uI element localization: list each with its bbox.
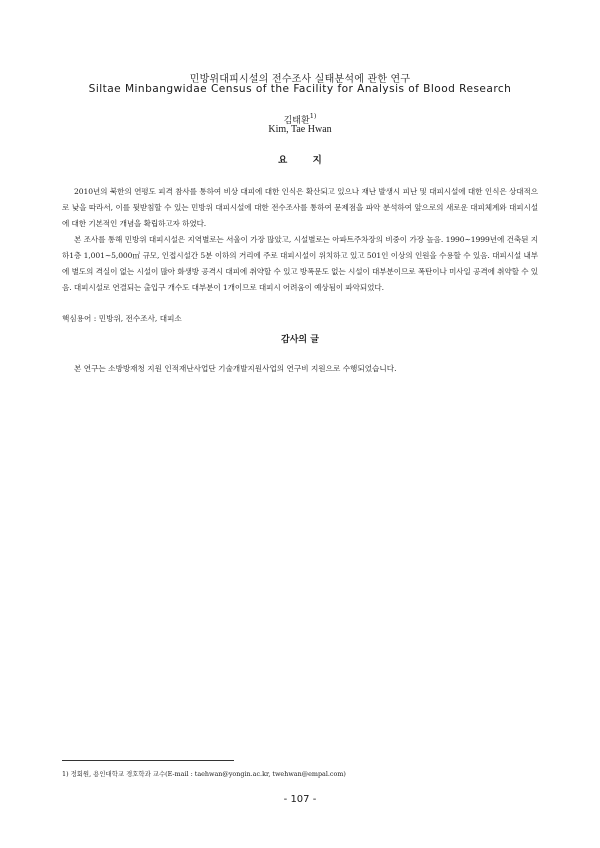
author-footnote-mark: 1) xyxy=(309,112,317,120)
footnote-divider xyxy=(62,760,234,761)
paper-title-korean: 민방위대피시설의 전수조사 실태분석에 관한 연구 xyxy=(189,74,411,85)
footnote-text: 1) 정회원, 용인대학교 경호학과 교수(E-mail : taehwan@yongin.ac.kr, twehwan@empal.com) xyxy=(62,770,346,778)
abstract-body xyxy=(62,184,538,296)
abstract-paragraph-1: 2010년의 북한의 연평도 피격 참사를 통하여 비상 대피에 대한 인식은 확산되고 있으나 재난 발생시 피난 및 대피시설에 대한 인식은 상대적으로 낮을 따라서, 이를 뒷받침할 수 있는 민방위 대피시설에 대한 전수조사를 통하여 문제점을 파악 분석하여 앞으로의 새로운 대피체계와 대피시설에 대한 기본적인 개념을 확립하고자 하였다. xyxy=(62,187,538,228)
abstract-heading: 요 지 xyxy=(278,155,322,166)
author-name-english: Kim, Tae Hwan xyxy=(268,124,332,135)
acknowledgement-heading: 감사의 글 xyxy=(281,335,319,345)
page-number: - 107 - xyxy=(283,794,317,805)
author-name-korean-text: 김태환 xyxy=(283,116,310,126)
keywords-line: 핵심용어 : 민방위, 전수조사, 대피소 xyxy=(62,314,182,323)
abstract-paragraph-2: 본 조사를 통해 민방위 대피시설은 지역별로는 서울이 가장 많았고, 시설별로는 아파트주차장의 비중이 가장 높음. 1990∼1999년에 건축된 지하1층 1,001∼5,000㎡ 규모, 인접시설간 5분 이하의 거리에 주로 대피시설이 위치하고 있고 501인 이상의 인원을 수용할 수 있음. 대피시설 내부에 별도의 격실이 없는 시설이 많아 화생방 공격시 대피에 취약할 수 있고 방폭문도 없는 시설이 대부분이므로 폭탄이나 미사일 공격에 취약할 수 있음. 대피시설로 연결되는 출입구 개수도 대부분이 1개이므로 대피시 어려움이 예상됨이 파악되었다. xyxy=(62,235,538,292)
paper-title-english: Siltae Minbangwidae Census of the Facility for Analysis of Blood Research xyxy=(88,83,512,95)
acknowledgement-text: 본 연구는 소방방재청 지원 인적재난사업단 기술개발지원사업의 연구비 지원으로 수행되었습니다. xyxy=(74,364,397,373)
